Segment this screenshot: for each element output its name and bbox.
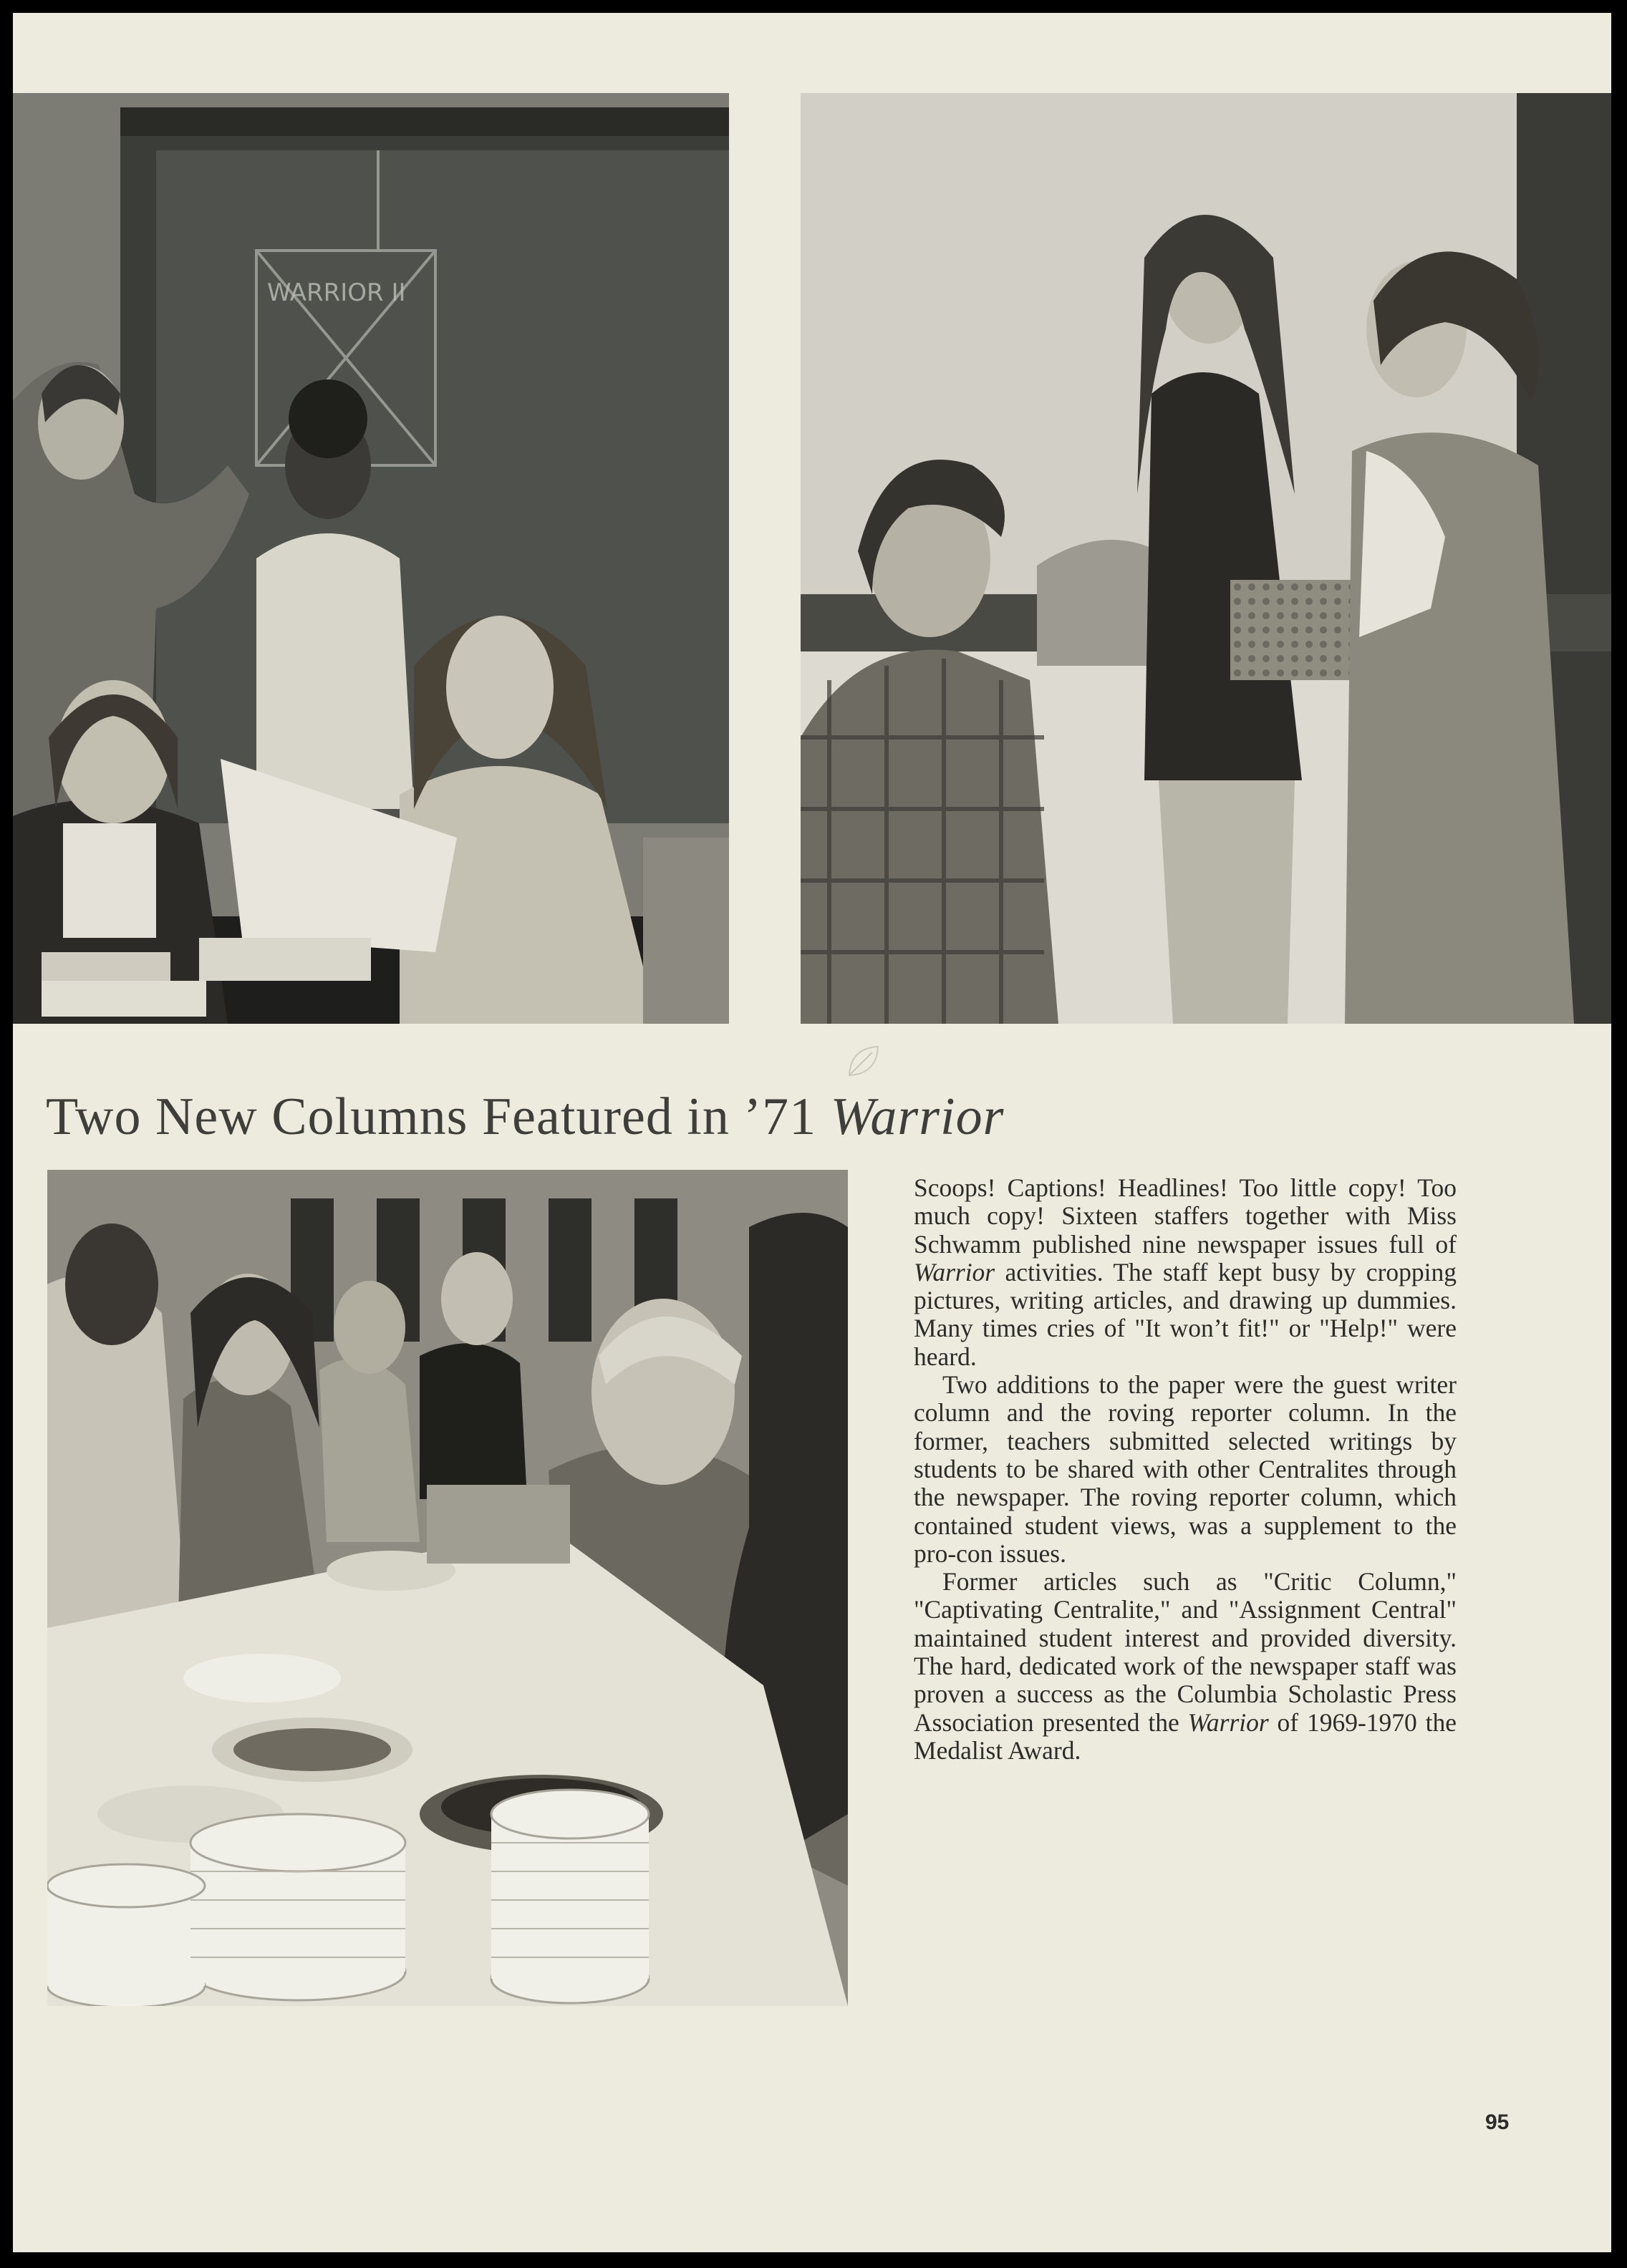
photo-adviser-gift (801, 93, 1611, 1024)
article-paragraph-1: Scoops! Captions! Headlines! Too little copy! Too much copy! Sixteen staffers together with Miss Schwamm published nine newspaper issues full of Warrior activities. The staff kept busy by cropping pictures, writing articles, and drawing up dummies. Many times cries of "It won’t fit!" or "Help!" were heard. (914, 1173, 1457, 1371)
article-paragraph-3: Former articles such as "Critic Column," "Captivating Centralite," and "Assignment Central" maintained student interest and provided diversity. The hard, dedicated work of the newspaper staff was proven a success as the Columbia Scholastic Press Association presented the Warrior of 1969-1970 the Medalist Award. (914, 1567, 1457, 1765)
chalkboard-writing: WARRIOR II (267, 278, 406, 307)
photo-staff-at-chalkboard (13, 93, 729, 1024)
photo-buffet-line (47, 1170, 848, 2006)
yearbook-page (13, 13, 1611, 2252)
headline-lead: Two New Columns Featured in ’71 (46, 1087, 831, 1146)
page-headline (46, 1087, 1004, 1148)
leaf-ornament-icon (844, 1041, 884, 1081)
article-body (914, 1174, 1457, 1765)
article-paragraph-2: Two additions to the paper were the guest writer column and the roving reporter column. In the former, teachers submitted selected writings by students to be shared with other Centralites through the newspaper. The roving reporter column, which contained student views, was a supplement to the pro-con issues. (914, 1370, 1457, 1568)
page-number: 95 (1485, 2110, 1510, 2134)
headline-warrior: Warrior (830, 1087, 1005, 1146)
